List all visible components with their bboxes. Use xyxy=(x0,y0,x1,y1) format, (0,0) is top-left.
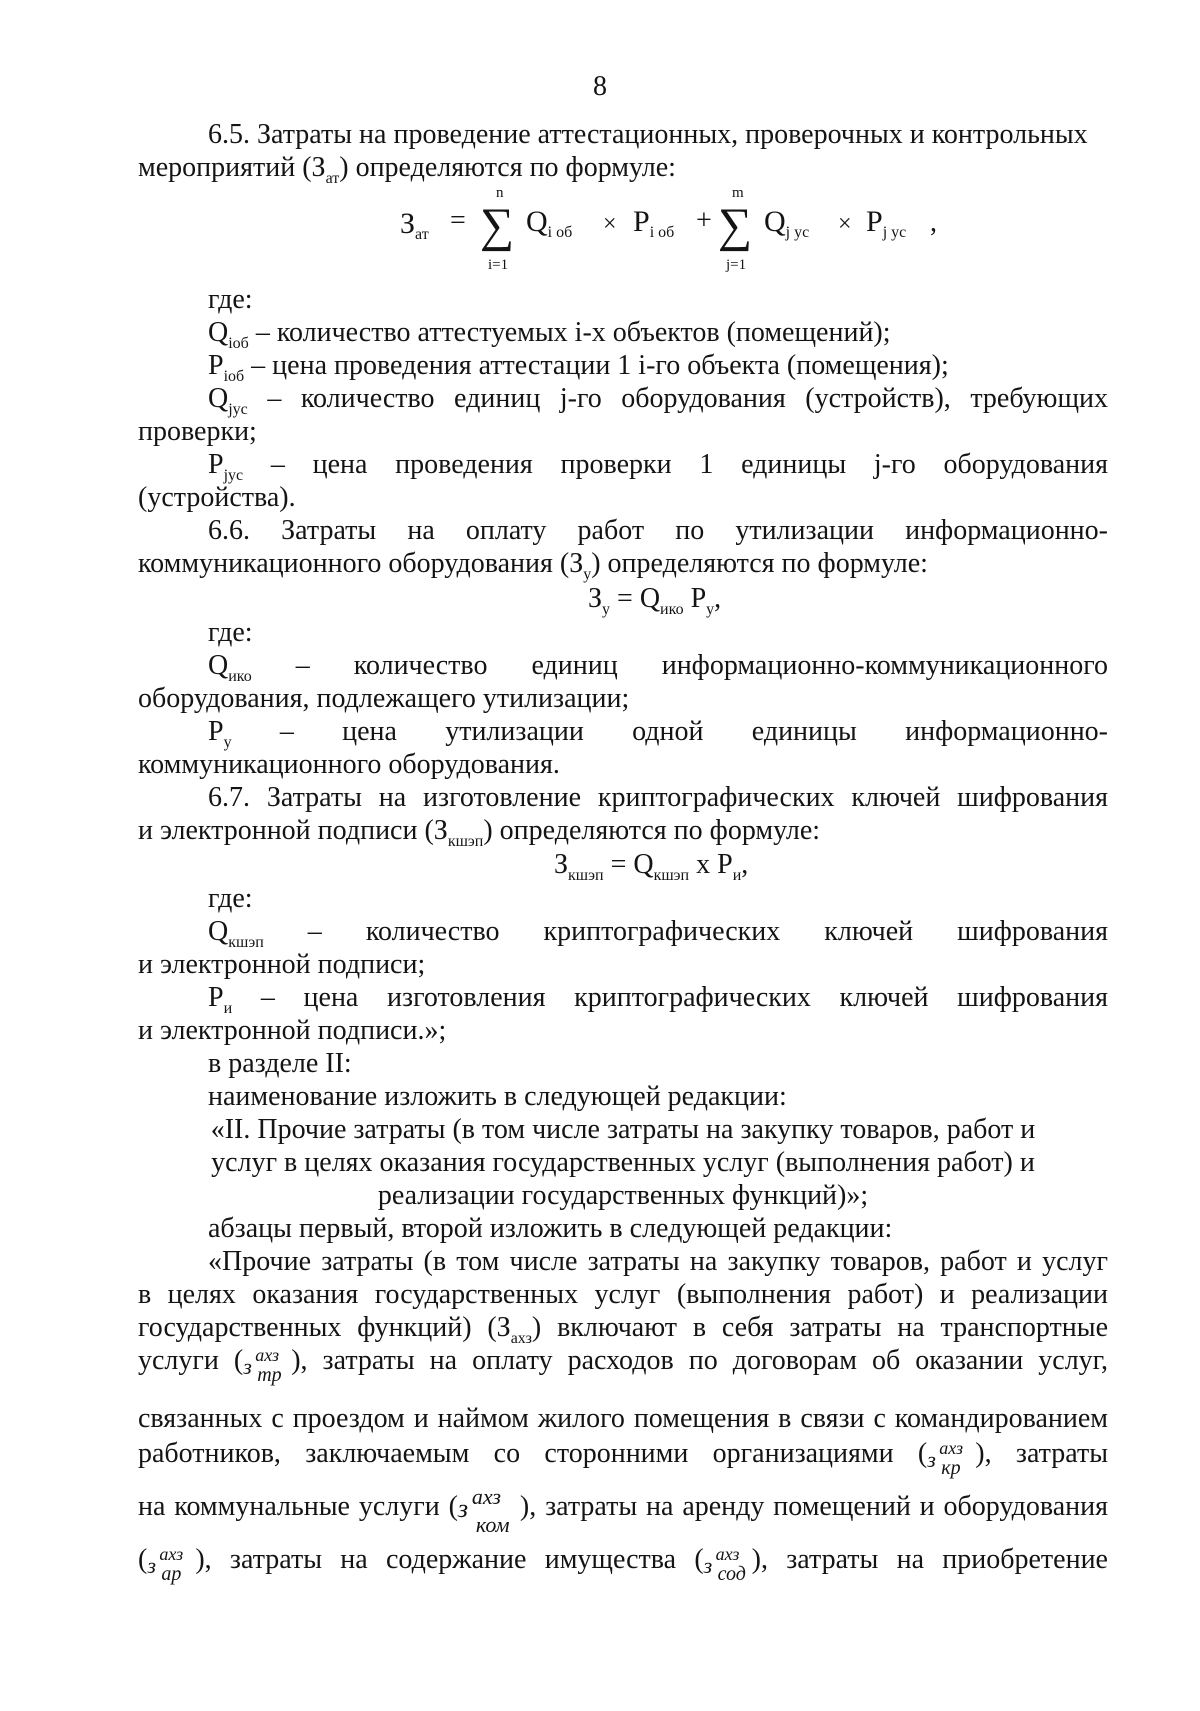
z-axz-ar: з ахз ар xyxy=(147,1544,184,1585)
text-line: $P_и$ – цена изготовления криптографических ключей шифрования xyxy=(208,982,1108,1017)
text-line: $Q_{jус}$ – количество единиц j-го оборудования (устройств), требующих xyxy=(208,383,1108,418)
z-axz-sod: з ахз сод xyxy=(703,1544,746,1585)
svg-text:+: + xyxy=(696,205,712,236)
svg-text:×: × xyxy=(603,211,617,237)
formula-utilization: $З_у = Q_{ико}$ $P_у$, xyxy=(588,583,722,618)
text-line: «Прочие затраты (в том числе затраты на закупку товаров, работ и услуг xyxy=(208,1246,1108,1277)
paragraph-6-5: 6.5. Затраты на проведение аттестационных, проверочных и контрольных xyxy=(208,119,1088,150)
text-line: мероприятий $(З_{ат})$ определяются по формуле: xyxy=(138,152,676,187)
text-line: $Q_{ико}$ – количество единиц информационно-коммуникационного xyxy=(208,650,1108,685)
paragraph-6-7: 6.7. Затраты на изготовление криптографических ключей шифрования xyxy=(208,782,1108,813)
text-line: абзацы первый, второй изложить в следующей редакции: xyxy=(208,1213,893,1244)
text-line: коммуникационного оборудования $(З_у)$ определяются по формуле: xyxy=(138,548,928,583)
svg-text:∑: ∑ xyxy=(718,199,753,252)
svg-text:Зат: $З_{ат}$ xyxy=(400,207,429,243)
text-line: и электронной подписи.»; xyxy=(138,1015,447,1046)
text-line: в целях оказания государственных услуг (выполнения работ) и реализации xyxy=(138,1279,1108,1310)
formula-crypto-keys: $З_{кшэп} = Q_{кшэп}$ х $P_и$, xyxy=(554,849,749,884)
text-line: и электронной подписи $(З_{кшэп})$ определяются по формуле: xyxy=(138,815,821,850)
svg-text:n: n xyxy=(496,185,504,201)
text-line: и электронной подписи; xyxy=(138,949,426,980)
text-line: ( з ахз ар ), затраты на содержание имущества ( з ахз сод ), затраты на приобретение xyxy=(138,1544,1108,1585)
text-line: связанных с проездом и наймом жилого помещения в связи с командированием xyxy=(138,1403,1108,1434)
svg-text:j=1: j=1 xyxy=(726,257,747,273)
text-line: где: xyxy=(208,284,253,315)
text-line: наименование изложить в следующей редакции: xyxy=(208,1081,787,1112)
text-line: (устройства). xyxy=(138,482,296,513)
z-axz-kom: з ахз ком xyxy=(457,1484,510,1537)
section-title: реализации государственных функций)»; xyxy=(377,1180,869,1211)
text-line: проверки; xyxy=(138,416,257,447)
section-title: «II. Прочие затраты (в том числе затраты на закупку товаров, работ и xyxy=(210,1114,1036,1145)
svg-text:×: × xyxy=(838,211,852,237)
svg-text:,: , xyxy=(930,207,937,238)
z-axz-tr: з ахз тр xyxy=(243,1345,282,1386)
svg-text:=: = xyxy=(450,205,466,236)
svg-text:Qi об: $Q_{i об}$ xyxy=(526,205,573,241)
z-axz-kr: з ахз кр xyxy=(927,1438,964,1479)
text-line: услуги ( з ахз тр ), затраты на оплату расходов по договорам об оказании услуг, xyxy=(138,1345,1108,1386)
formula-attestation xyxy=(400,185,940,285)
text-line: коммуникационного оборудования. xyxy=(138,749,560,780)
text-line: $P_{jус}$ – цена проведения проверки 1 единицы j-го оборудования xyxy=(208,449,1108,484)
text-line: $P_у$ – цена утилизации одной единицы информационно- xyxy=(208,716,1108,751)
text-line: на коммунальные услуги ( з ахз ком ), затраты на аренду помещений и оборудования xyxy=(138,1484,1108,1537)
page-number: 8 xyxy=(593,71,607,102)
section-title: услуг в целях оказания государственных услуг (выполнения работ) и xyxy=(211,1147,1035,1178)
svg-text:∑: ∑ xyxy=(480,199,515,252)
text-line: где: xyxy=(208,883,253,914)
svg-text:m: m xyxy=(732,185,744,201)
svg-text:i=1: i=1 xyxy=(488,257,509,273)
svg-text:Qj ус: $Q_{j ус}$ xyxy=(764,205,810,241)
text-line: работников, заключаемым со сторонними организациями ( з ахз кр ), затраты xyxy=(138,1438,1109,1479)
text-line: $Q_{кшэп}$ – количество криптографических ключей шифрования xyxy=(208,916,1108,951)
paragraph-6-6: 6.6. Затраты на оплату работ по утилизации информационно- xyxy=(208,515,1108,546)
svg-text:Pi об: $P_{i об}$ xyxy=(633,205,675,241)
svg-text:Pj ус: $P_{j ус}$ xyxy=(866,205,907,241)
text-line: оборудования, подлежащего утилизации; xyxy=(138,683,630,714)
text-line: государственных функций) $(З_{ахз})$ включают в себя затраты на транспортные xyxy=(138,1312,1108,1347)
text-line: в разделе II: xyxy=(208,1048,352,1079)
text-line: где: xyxy=(208,617,253,648)
text-line: $P_{iоб}$ – цена проведения аттестации 1 i-го объекта (помещения); xyxy=(208,350,949,385)
text-line: $Q_{iоб}$ – количество аттестуемых i-х объектов (помещений); xyxy=(208,317,891,352)
